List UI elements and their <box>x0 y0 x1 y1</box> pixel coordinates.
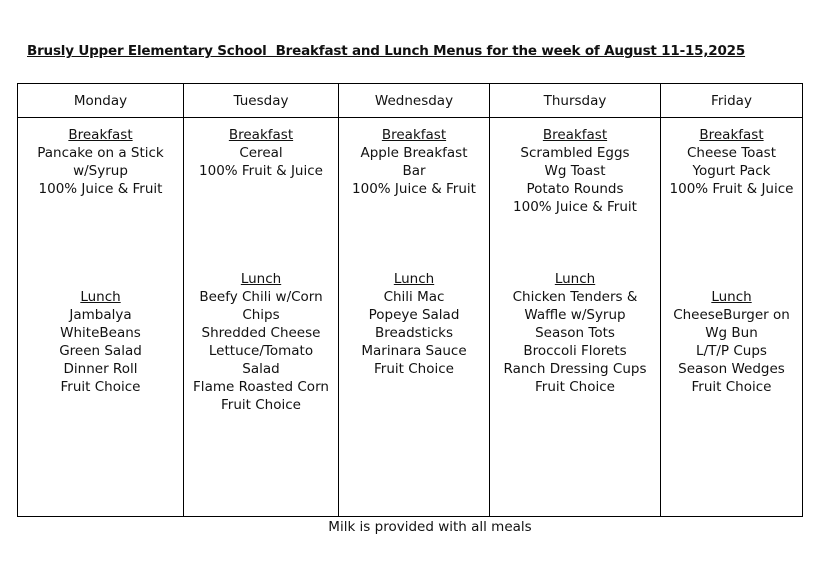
lunch-item: Broccoli Florets <box>523 343 627 359</box>
day-header-monday: Monday <box>18 84 184 118</box>
lunch-label: Lunch <box>554 271 596 287</box>
breakfast-item: Cheese Toast <box>686 145 777 161</box>
meal-spacer <box>492 216 658 270</box>
lunch-item: Season Wedges <box>678 361 785 377</box>
breakfast-item: Scrambled Eggs <box>520 145 630 161</box>
meal-spacer <box>663 198 800 288</box>
weekly-menu-table <box>17 83 803 517</box>
menu-cell-monday <box>18 118 184 517</box>
breakfast-label: Breakfast <box>68 127 133 143</box>
meal-spacer <box>341 198 487 270</box>
lunch-item: Season Tots <box>535 325 615 341</box>
breakfast-item: 100% Fruit & Juice <box>669 181 794 197</box>
breakfast-item: Cereal <box>239 145 283 161</box>
lunch-item: Chicken Tenders & <box>512 289 638 305</box>
lunch-item: Fruit Choice <box>60 379 141 395</box>
lunch-label: Lunch <box>80 289 121 305</box>
lunch-item: Fruit Choice <box>374 361 454 377</box>
lunch-item: Chili Mac <box>383 289 445 305</box>
breakfast-label: Breakfast <box>542 127 608 143</box>
breakfast-item: 100% Fruit & Juice <box>199 163 323 179</box>
lunch-item: Dinner Roll <box>63 361 138 377</box>
lunch-item: L/T/P Cups <box>696 343 767 359</box>
lunch-item: Beefy Chili w/Corn <box>199 289 323 305</box>
breakfast-item: 100% Juice & Fruit <box>513 199 637 215</box>
lunch-label: Lunch <box>711 289 752 305</box>
lunch-item: Marinara Sauce <box>361 343 467 359</box>
lunch-item: Waffle w/Syrup <box>524 307 626 323</box>
breakfast-item: 100% Juice & Fruit <box>352 181 476 197</box>
meal-spacer <box>186 180 336 270</box>
lunch-item: WhiteBeans <box>60 325 141 341</box>
lunch-item: Wg Bun <box>705 325 758 341</box>
breakfast-label: Breakfast <box>381 127 447 143</box>
breakfast-label: Breakfast <box>228 127 294 143</box>
meal-spacer <box>20 198 181 288</box>
breakfast-item: w/Syrup <box>73 163 128 179</box>
breakfast-item: Bar <box>402 163 426 179</box>
lunch-item: Chips <box>242 307 280 323</box>
breakfast-item: 100% Juice & Fruit <box>38 181 163 197</box>
breakfast-item: Potato Rounds <box>526 181 624 197</box>
lunch-item: CheeseBurger on <box>673 307 790 323</box>
lunch-item: Green Salad <box>59 343 142 359</box>
menu-row <box>18 118 803 517</box>
lunch-item: Breadsticks <box>374 325 453 341</box>
lunch-item: Salad <box>242 361 280 377</box>
lunch-item: Fruit Choice <box>221 397 301 413</box>
lunch-item: Popeye Salad <box>368 307 460 323</box>
lunch-item: Fruit Choice <box>535 379 615 395</box>
breakfast-label: Breakfast <box>699 127 764 143</box>
menu-cell-tuesday <box>184 118 339 517</box>
day-header-wednesday: Wednesday <box>339 84 490 118</box>
breakfast-item: Wg Toast <box>544 163 606 179</box>
menu-cell-friday <box>661 118 803 517</box>
menu-cell-wednesday <box>339 118 490 517</box>
day-header-thursday: Thursday <box>490 84 661 118</box>
day-header-row <box>18 84 803 118</box>
breakfast-item: Pancake on a Stick <box>37 145 164 161</box>
lunch-item: Jambalya <box>69 307 132 323</box>
milk-note: Milk is provided with all meals <box>328 519 532 535</box>
day-header-friday: Friday <box>661 84 803 118</box>
lunch-item: Flame Roasted Corn <box>193 379 329 395</box>
breakfast-item: Apple Breakfast <box>360 145 468 161</box>
menu-cell-thursday <box>490 118 661 517</box>
lunch-item: Fruit Choice <box>691 379 772 395</box>
lunch-item: Ranch Dressing Cups <box>503 361 647 377</box>
lunch-item: Lettuce/Tomato <box>208 343 314 359</box>
breakfast-item: Yogurt Pack <box>692 163 771 179</box>
day-header-tuesday: Tuesday <box>184 84 339 118</box>
lunch-item: Shredded Cheese <box>201 325 321 341</box>
page-title: Brusly Upper Elementary School Breakfast and Lunch Menus for the week of August 11-15,2025 <box>27 43 746 59</box>
lunch-label: Lunch <box>240 271 282 287</box>
lunch-label: Lunch <box>393 271 435 287</box>
